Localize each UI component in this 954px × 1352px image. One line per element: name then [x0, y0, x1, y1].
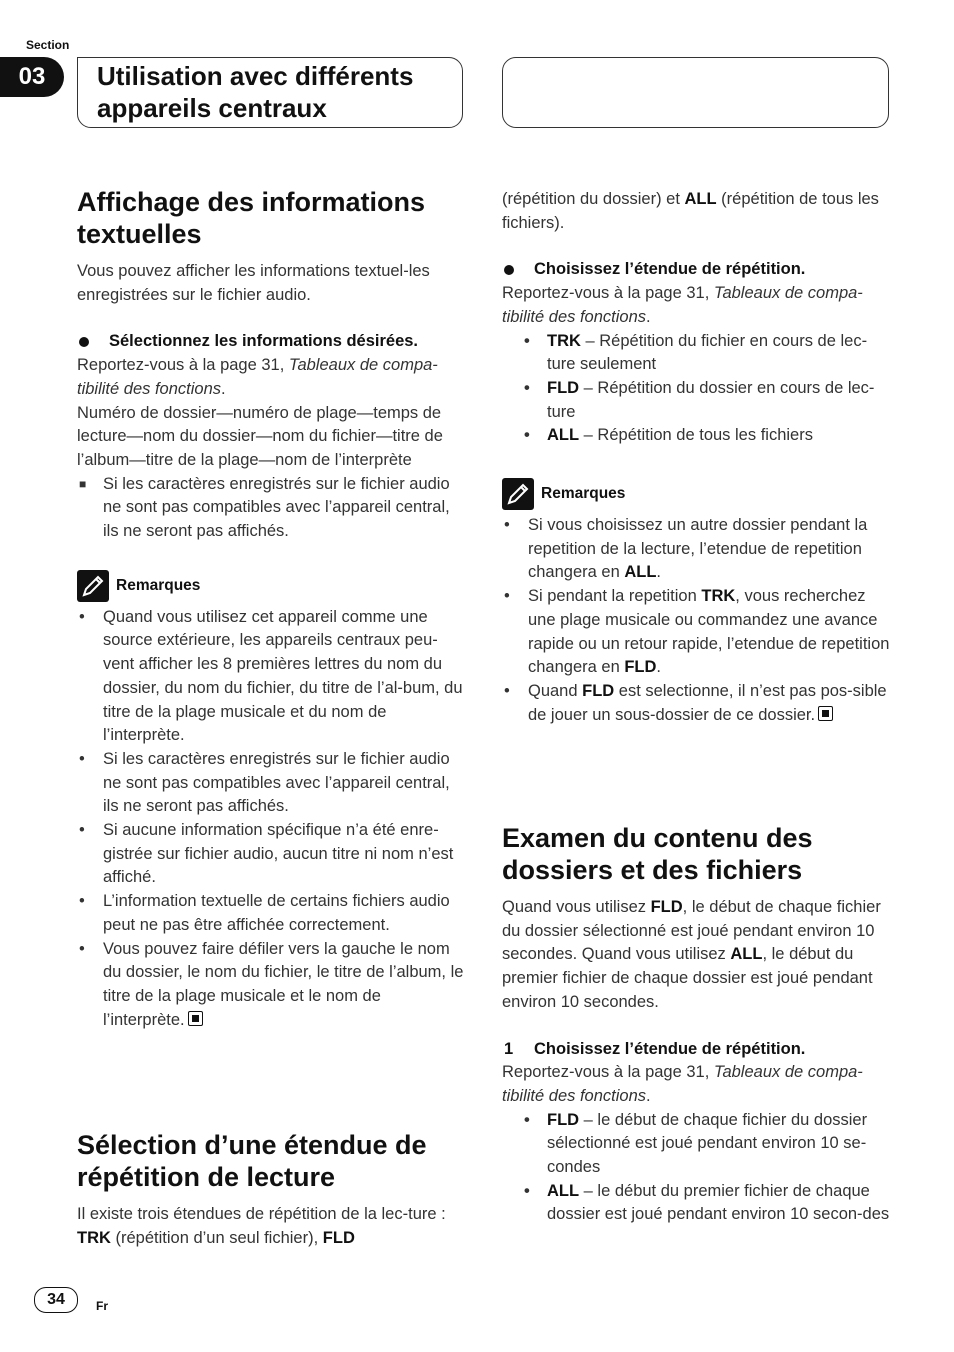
left-column-lower [77, 1129, 465, 1250]
pencil-icon [502, 478, 534, 510]
remarks-title: Remarques [116, 576, 201, 594]
remarks-header [77, 570, 465, 602]
repeat-options [502, 330, 892, 449]
stop-square-icon [818, 706, 833, 721]
intro-examen: Quand vous utilisez FLD, le début de chaque fichier du dossier sélectionné est joué pendant environ 10 secondes. Quand vous utilisez ALL, le début du premier fichier de chaque dossier est joué pendant environ 10 secondes. [502, 898, 881, 1011]
remark-item: • Si pendant la repetition TRK, vous recherchez une plage musicale ou commandez une avance rapide ou un retour rapide, l’etendue de repetition changera en FLD. [504, 587, 890, 677]
option-fld: • FLD – Répétition du dossier en cours de lec-ture [524, 378, 875, 421]
option-fld: • FLD – le début de chaque fichier du dossier sélectionné est joué pendant environ 10 se-condes [524, 1110, 868, 1177]
remarks-list-right [502, 514, 892, 727]
note-affichage: ■ Si les caractères enregistrés sur le fichier audio ne sont pas compatibles avec l’appareil central, ils ne seront pas affichés. [79, 474, 450, 541]
heading-examen: Examen du contenu des dossiers et des fichiers [502, 823, 813, 885]
heading-affichage: Affichage des informations textuelles [77, 187, 426, 249]
section-label: Section [26, 38, 70, 52]
section-number-badge: 03 [0, 57, 64, 97]
option-all: • ALL – le début du premier fichier de chaque dossier est joué pendant environ 10 secon-des [524, 1181, 890, 1224]
option-all: • ALL – Répétition de tous les fichiers [524, 426, 813, 445]
remark-item: • Vous pouvez faire défiler vers la gauche le nom du dossier, le nom du fichier, le titre de l’album, le titre de la plage musicale et le nom de l’interprète. [79, 939, 464, 1029]
left-column [77, 186, 465, 1032]
square-bullet-icon: ■ [79, 476, 87, 491]
remarks-header [502, 478, 892, 510]
bullet-dot-icon [504, 265, 514, 275]
step-choose-range: Choisissez l’étendue de répétition. [502, 258, 892, 282]
section-title: Utilisation avec différents appareils centraux [97, 61, 414, 123]
page-number: 34 [34, 1287, 78, 1313]
empty-header-frame [502, 57, 889, 128]
remark-item: • Quand vous utilisez cet appareil comme une source extérieure, les appareils centraux peu-vent afficher les 8 premières lettres du nom du dossier, du nom du fichier, du titre de l’al-bum, du titre de la plage musicale et du nom de l’interprète. [79, 607, 463, 745]
remark-item: • L’information textuelle de certains fichiers audio peut ne pas être affichée correctement. [79, 892, 450, 934]
bullet-dot-icon [79, 337, 89, 347]
remark-item: • Si vous choisissez un autre dossier pendant la repetition de la lecture, l’etendue de repetition changera en ALL. [504, 516, 868, 582]
ref-repeat: Reportez-vous à la page 31, Tableaux de compa-tibilité des fonctions. [502, 284, 863, 326]
remarks-title: Remarques [541, 485, 626, 503]
repeat-continuation: (répétition du dossier) et ALL (répétition de tous les fichiers). [502, 190, 879, 232]
info-sequence: Numéro de dossier—numéro de plage—temps de lecture—nom du dossier—nom du fichier—titre de l’album—titre de la plage—nom de l’interprète [77, 403, 443, 469]
remark-item: • Si les caractères enregistrés sur le fichier audio ne sont pas compatibles avec l’appareil central, ils ne seront pas affichés. [79, 749, 450, 816]
stop-square-icon [188, 1011, 203, 1026]
language-code: Fr [96, 1299, 108, 1313]
step-1-choose-range: 1 Choisissez l’étendue de répétition. [502, 1038, 892, 1062]
pencil-icon [77, 570, 109, 602]
right-column [502, 188, 892, 727]
option-trk: • TRK – Répétition du fichier en cours de lec-ture seulement [524, 331, 868, 374]
ref-affichage: Reportez-vous à la page 31, Tableaux de compa-tibilité des fonctions. [77, 356, 438, 398]
ref-examen: Reportez-vous à la page 31, Tableaux de compa-tibilité des fonctions. [502, 1063, 863, 1105]
intro-selection: Il existe trois étendues de répétition de la lec-ture : TRK (répétition d’un seul fichier), FLD [77, 1205, 446, 1247]
right-column-lower [502, 822, 892, 1227]
intro-affichage: Vous pouvez afficher les informations textuel-les enregistrées sur le fichier audio. [77, 262, 430, 304]
scan-options [502, 1109, 892, 1228]
step-select-info: Sélectionnez les informations désirées. [77, 330, 465, 354]
step-number: 1 [504, 1039, 514, 1058]
heading-selection: Sélection d’une étendue de répétition de lecture [77, 1130, 427, 1192]
remark-item: • Si aucune information spécifique n’a été enre-gistrée sur fichier audio, aucun titre ni nom n’est affiché. [79, 821, 454, 887]
remark-item: • Quand FLD est selectionne, il n’est pas pos-sible de jouer un sous-dossier de ce dossier. [504, 681, 887, 724]
remarks-list-left [77, 606, 465, 1033]
